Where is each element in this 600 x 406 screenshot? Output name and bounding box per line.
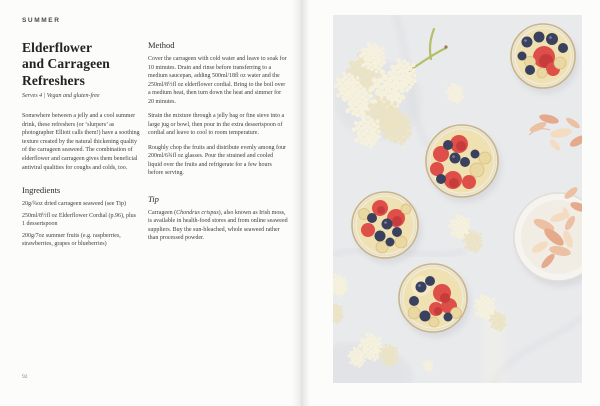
running-head: SUMMER	[22, 17, 61, 24]
page-title-line: Refreshers	[22, 72, 85, 88]
tip-text-before: Carrageen (	[148, 209, 177, 216]
method-paragraph: Strain the mixture through a jelly bag or fine sieve into a large jug or bowl, then pour in the extra dessertspoon of cordial and leave to cool to room temperature.	[148, 113, 285, 137]
recipe-intro: Somewhere between a jelly and a cool summer drink, these refreshers (or ‘slurpers’ as photographer Elliott calls them!) have a soothing texture created by the natural thickening quality of the carrageen seaweed. The combination of elderflower and carrageen gives them beneficial antiviral qualities for coughs and colds, too.	[22, 113, 140, 171]
ingredient-item: 200g/7oz summer fruits (e.g. raspberries, strawberries, grapes or blueberries)	[22, 232, 121, 248]
ingredients-heading: Ingredients	[22, 185, 61, 196]
page-title	[22, 40, 140, 89]
recipe-photo	[333, 15, 582, 383]
method-paragraph: Roughly chop the fruits and distribute evenly among four 200ml/6¾fl oz glasses. Pour the strained and cooled liquid over the fruits and refrigerate for a few hours before serving.	[148, 144, 286, 177]
method-paragraph: Cover the carrageen with cold water and leave to soak for 10 minutes. Drain and rinse before transferring to a medium saucepan, adding 500ml/18fl oz water and the 250ml/8½fl oz elderflower cordial. Bring to the boil over a medium heat, then turn down the heat and simmer for 20 minutes.	[148, 56, 287, 105]
tip-section	[148, 194, 288, 243]
page-title-line: Elderflower	[22, 40, 93, 55]
method-column	[148, 40, 288, 249]
ingredient-item: 250ml/8½fl oz Elderflower Cordial (p.96), plus 1 dessertspoon	[22, 212, 136, 228]
ingredient-item: 20g/¾oz dried carrageen seaweed (see Tip)	[22, 201, 126, 208]
tip-latin-name: Chondrus crispus	[176, 209, 219, 216]
tip-heading: Tip	[148, 193, 159, 204]
tip-text-after: ), also known as Irish moss, is available in health-food stores and from online seaweed suppliers. Buy the sun-bleached, whole seaweed rather than processed powder.	[148, 209, 288, 242]
serves-line: Serves 4 | Vegan and gluten-free	[22, 93, 100, 100]
page-number: 92	[22, 374, 28, 380]
page-title-line: and Carrageen	[22, 56, 110, 72]
book-gutter-shadow	[292, 0, 310, 406]
method-heading: Method	[148, 40, 175, 50]
tip-text	[148, 209, 288, 243]
recipe-left-column	[22, 40, 140, 252]
recipe-photo-illustration	[333, 15, 582, 383]
ingredients-section	[22, 185, 140, 248]
